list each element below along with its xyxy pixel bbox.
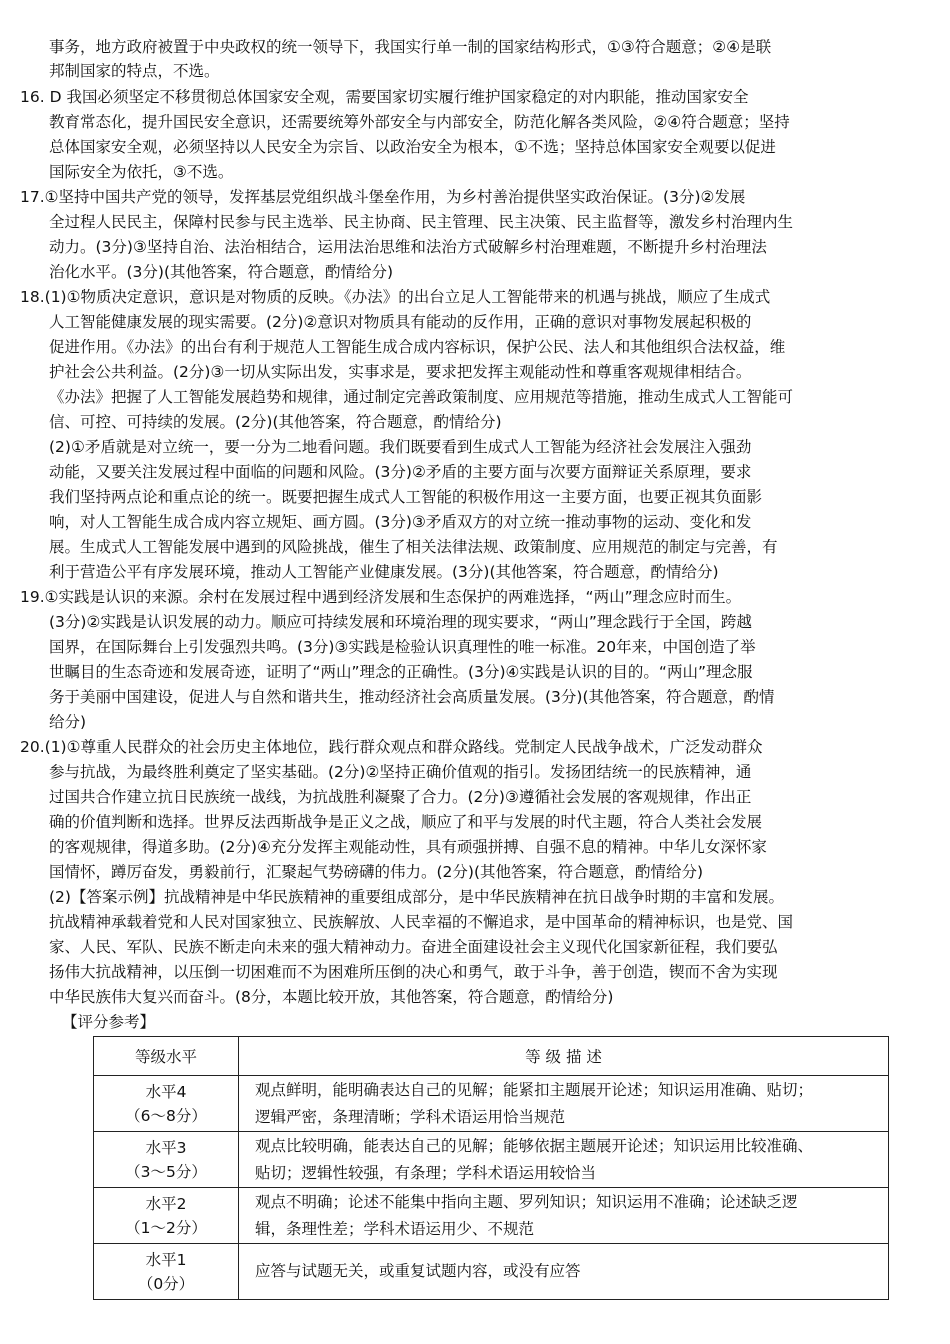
description-line: 逻辑严密，条理清晰；学科术语运用恰当规范 (255, 1107, 566, 1126)
level-score: （1～2分） (125, 1218, 207, 1237)
text-line: (2)①矛盾就是对立统一，要一分为二地看问题。我们既要看到生成式人工智能为经济社会发展注入强劲 (49, 438, 752, 456)
description-cell (239, 1076, 889, 1132)
table-header-row (94, 1037, 889, 1076)
description-line: 观点比较明确，能表达自己的见解；能够依据主题展开论述；知识运用比较准确、 (255, 1136, 814, 1155)
text-line: 参与抗战，为最终胜利奠定了坚实基础。(2分)②坚持正确价值观的指引。发扬团结统一的民族精神，通 (49, 763, 752, 781)
level-cell (94, 1244, 239, 1300)
text-line: 动力。(3分)③坚持自治、法治相结合，运用法治思维和法治方式破解乡村治理难题，不断提升乡村治理法 (49, 238, 767, 256)
description-line: 辑，条理性差；学科术语运用少、不规范 (255, 1219, 535, 1238)
text-line: 国界，在国际舞台上引发强烈共鸣。(3分)③实践是检验认识真理性的唯一标准。20年来，中国创造了举 (49, 638, 756, 656)
level-cell (94, 1076, 239, 1132)
text-line: (2)【答案示例】抗战精神是中华民族精神的重要组成部分，是中华民族精神在抗日战争时期的丰富和发展。 (49, 888, 784, 906)
level-cell (94, 1132, 239, 1188)
text-line: 世瞩目的生态奇迹和发展奇迹，证明了“两山”理念的正确性。(3分)④实践是认识的目的。“两山”理念服 (49, 663, 753, 681)
text-line: 扬伟大抗战精神，以压倒一切困难而不为困难所压倒的决心和勇气，敢于斗争，善于创造，锲而不舍为实现 (49, 963, 778, 981)
q16-answer-line: 16. D 我国必须坚定不移贯彻总体国家安全观，需要国家切实履行维护国家稳定的对内职能，推动国家安全 (20, 88, 749, 106)
text-line: 我们坚持两点论和重点论的统一。既要把握生成式人工智能的积极作用这一主要方面，也要正视其负面影 (49, 488, 763, 506)
text-line: 国情怀，蹲厉奋发，勇毅前行，汇聚起气势磅礴的伟力。(2分)(其他答案，符合题意，酌情给分) (49, 863, 704, 881)
level-score: （0分） (137, 1274, 195, 1293)
text-line: 促进作用。《办法》的出台有利于规范人工智能生成合成内容标识，保护公民、法人和其他组织合法权益，维 (49, 338, 786, 356)
column-header-level: 等级水平 (94, 1037, 239, 1076)
table-row (94, 1076, 889, 1132)
level-score: （3～5分） (125, 1162, 207, 1181)
level-name: 水平2 (145, 1194, 187, 1213)
q20-answer-line: 20.(1)①尊重人民群众的社会历史主体地位，践行群众观点和群众路线。党制定人民战争战术，广泛发动群众 (20, 738, 763, 756)
description-line: 应答与试题无关，或重复试题内容，或没有应答 (255, 1262, 581, 1280)
description-line: 贴切；逻辑性较强，有条理；学科术语运用较恰当 (255, 1163, 597, 1182)
grading-table (93, 1036, 889, 1300)
description-cell (239, 1132, 889, 1188)
table-row (94, 1132, 889, 1188)
level-cell (94, 1188, 239, 1244)
text-line: 护社会公共利益。(2分)③一切从实际出发，实事求是，要求把发挥主观能动性和尊重客观规律相结合。 (49, 363, 752, 381)
text-line: 展。生成式人工智能发展中遇到的风险挑战，催生了相关法律法规、政策制度、应用规范的制定与完善，有 (49, 538, 778, 556)
text-line: 中华民族伟大复兴而奋斗。(8分，本题比较开放，其他答案，符合题意，酌情给分) (49, 988, 614, 1006)
text-line: 事务，地方政府被置于中央政权的统一领导下，我国实行单一制的国家结构形式，①③符合题意；②④是联 (49, 38, 772, 56)
text-line: 人工智能健康发展的现实需要。(2分)②意识对物质具有能动的反作用，正确的意识对事物发展起积极的 (49, 313, 752, 331)
q19-answer-line: 19.①实践是认识的来源。余村在发展过程中遇到经济发展和生态保护的两难选择，“两山”理念应时而生。 (20, 588, 742, 606)
text-line: 务于美丽中国建设，促进人与自然和谐共生，推动经济社会高质量发展。(3分)(其他答案，符合题意，酌情 (49, 688, 775, 706)
text-line: 动能，又要关注发展过程中面临的问题和风险。(3分)②矛盾的主要方面与次要方面辩证关系原理，要求 (49, 463, 752, 481)
level-name: 水平1 (145, 1250, 187, 1269)
level-name: 水平4 (145, 1082, 187, 1101)
text-line: 的客观规律，得道多助。(2分)④充分发挥主观能动性，具有顽强拼搏、自强不息的精神。中华儿女深怀家 (49, 838, 767, 856)
text-line: 抗战精神承载着党和人民对国家独立、民族解放、人民幸福的不懈追求，是中国革命的精神标识，也是党、国 (49, 913, 794, 931)
q17-answer-line: 17.①坚持中国共产党的领导，发挥基层党组织战斗堡垒作用，为乡村善治提供坚实政治保证。(3分)②发展 (20, 188, 746, 206)
grading-reference-heading: 【评分参考】 (62, 1013, 156, 1031)
column-header-description: 等 级 描 述 (239, 1037, 889, 1076)
description-line: 观点不明确；论述不能集中指向主题、罗列知识；知识运用不准确；论述缺乏逻 (255, 1192, 798, 1211)
text-line: 治化水平。(3分)(其他答案，符合题意，酌情给分) (49, 263, 394, 281)
text-line: 给分) (49, 713, 87, 731)
description-line: 观点鲜明，能明确表达自己的见解；能紧扣主题展开论述；知识运用准确、贴切； (255, 1080, 814, 1099)
q18-answer-line: 18.(1)①物质决定意识，意识是对物质的反映。《办法》的出台立足人工智能带来的机遇与挑战，顺应了生成式 (20, 288, 771, 306)
level-name: 水平3 (145, 1138, 187, 1157)
table-row (94, 1244, 889, 1300)
text-line: 《办法》把握了人工智能发展趋势和规律，通过制定完善政策制度、应用规范等措施，推动生成式人工智能可 (49, 388, 794, 406)
text-line: 过国共合作建立抗日民族统一战线，为抗战胜利凝聚了合力。(2分)③遵循社会发展的客观规律，作出正 (49, 788, 752, 806)
text-line: 邦制国家的特点，不选。 (49, 62, 220, 80)
text-line: 全过程人民民主，保障村民参与民主选举、民主协商、民主管理、民主决策、民主监督等，激发乡村治理内生 (49, 213, 794, 231)
text-line: 确的价值判断和选择。世界反法西斯战争是正义之战，顺应了和平与发展的时代主题，符合人类社会发展 (49, 813, 763, 831)
text-line: 总体国家安全观，必须坚持以人民安全为宗旨、以政治安全为根本，①不选；坚持总体国家安全观要以促进 (49, 138, 776, 156)
text-line: 家、人民、军队、民族不断走向未来的强大精神动力。奋进全面建设社会主义现代化国家新征程，我们要弘 (49, 938, 778, 956)
level-score: （6～8分） (125, 1106, 207, 1125)
description-cell (239, 1244, 889, 1300)
text-line: 利于营造公平有序发展环境，推动人工智能产业健康发展。(3分)(其他答案，符合题意，酌情给分) (49, 563, 719, 581)
text-line: 国际安全为依托，③不选。 (49, 163, 234, 181)
text-line: (3分)②实践是认识发展的动力。顺应可持续发展和环境治理的现实要求，“两山”理念践行于全国，跨越 (49, 613, 752, 631)
text-line: 教育常态化，提升国民安全意识，还需要统筹外部安全与内部安全，防范化解各类风险，②④符合题意；坚持 (49, 113, 790, 131)
table-row (94, 1188, 889, 1244)
text-line: 响，对人工智能生成合成内容立规矩、画方圆。(3分)③矛盾双方的对立统一推动事物的运动、变化和发 (49, 513, 752, 531)
text-line: 信、可控、可持续的发展。(2分)(其他答案，符合题意，酌情给分) (49, 413, 502, 431)
description-cell (239, 1188, 889, 1244)
